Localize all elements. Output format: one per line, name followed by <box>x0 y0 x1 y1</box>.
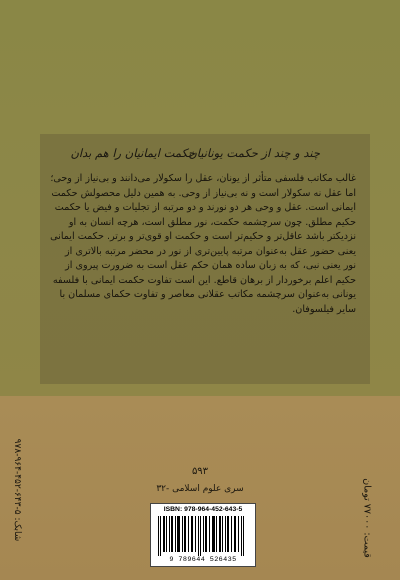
isbn-barcode <box>150 503 256 567</box>
blurb-line: اما عقل نه سکولار است و نه بی‌نیاز از وحی. به همین دلیل محصولش حکمت <box>51 187 356 199</box>
book-code-number: ۵۹۳ <box>191 466 209 477</box>
price-vertical <box>360 468 374 568</box>
shabak-text: شابک: ۵-۶۴۳-۴۵۲-۹۶۴-۹۷۸ <box>12 438 22 542</box>
shabak-vertical <box>10 410 24 570</box>
blurb-line: یونانی به‌عنوان سرچشمه مکاتب عقلانی معاصر و تفاوت حکمای مسلمان با <box>59 289 356 300</box>
blurb-line: نزدیکتر باشد عاقل‌تر و حکیم‌تر است و حکمت او قوی‌تر و برتر. حکمت ایمانی <box>50 231 356 242</box>
isbn-label: ISBN: 978-964-452-643-5 <box>163 506 243 513</box>
blurb-line: ایمانی است. عقل و وحی هر دو نورند و دو مرتبه از تجلیات و فیض یا حکمت <box>54 202 356 213</box>
blurb-paragraph <box>50 172 356 317</box>
calligraphy-titles <box>60 146 360 166</box>
barcode-bars <box>156 516 250 556</box>
title-line-2: حکمت ایمانیان را هم بدان <box>70 146 195 160</box>
blurb-line: غالب مکاتب فلسفی متأثر از یونان، عقل را سکولار می‌دانند و بی‌نیاز از وحی؛ <box>50 173 356 184</box>
blurb-line: یعنی حضور عقل به‌عنوان مرتبه پایین‌تری از نور در محضر مرتبه بالاتری از <box>64 245 356 257</box>
blurb-line: حکیم مطلق. چون سرچشمه حکمت، نور مطلق است، هرچه انسان به او <box>68 216 356 228</box>
series-label: سری علوم اسلامی -۳۲ <box>156 484 244 494</box>
barcode-digits: 9 789644 526435 <box>169 556 237 564</box>
blurb-line: حکیم اعلم برخوردار از برهان قاطع. این است تفاوت حکمت ایمانی با فلسفه <box>52 274 356 286</box>
title-line-1: چند و چند از حکمت یونانیان <box>188 146 320 160</box>
blurb-line: نور یعنی نبی، که به زبان ساده همان حکم عقل است به ضرورت پیروی از <box>65 260 356 271</box>
blurb-line: سایر فیلسوفان. <box>292 303 356 315</box>
price-text: قیمت: ۷۷۰۰۰ تومان <box>361 478 373 558</box>
